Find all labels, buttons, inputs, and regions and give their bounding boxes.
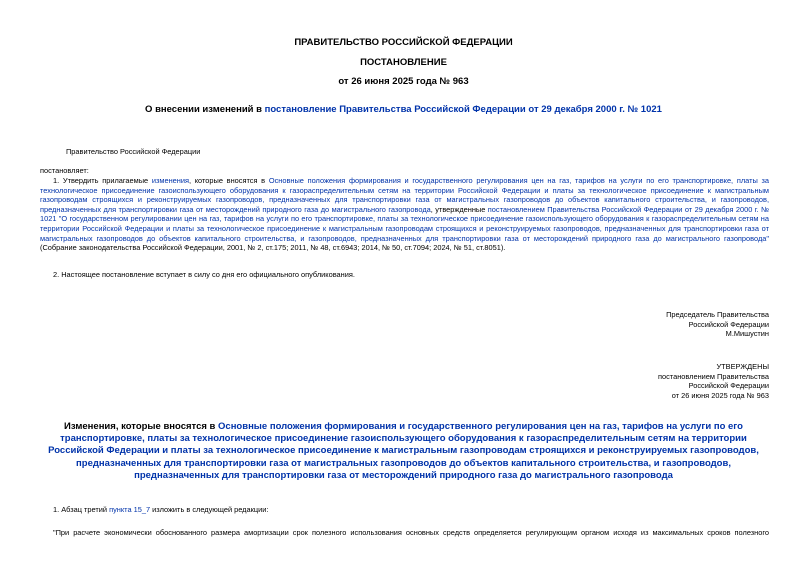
paragraph-2: 2. Настоящее постановление вступает в силу со дня его официального опубликования. [53,270,355,279]
document-date-number: от 26 июня 2025 года № 963 [338,76,469,87]
p1-text-d: (Собрание законодательства Российской Федерации, 2001, № 2, ст.175; 2011, № 48, ст.6943; 2014, № 50, ст.7094; 2024, № 51, ст.8051). [40,243,506,253]
changes-title [44,421,763,482]
changes-title-link[interactable]: Основные положения формирования и государственного регулирования цен на газ, тарифов на услуги по его транспортировке, платы за технологическое присоединение газоиспользующего оборудования к газораспределительным сетям на территории Российской Федерации и платы за технологическое присоединение к магистральным газопроводам строящихся и реконструируемых газопроводов, предназначенных для транспортировки газа от магистральных газопроводов до объектов капитального строительства, и газопроводов, предназначенных для транспортировки газа от месторождений природного газа до магистрального газопровода [48,421,759,481]
paragraph-1 [40,176,769,253]
approved-line-3: Российской Федерации [688,381,769,391]
signature-line-3: М.Мишустин [725,329,769,339]
approved-line-1: УТВЕРЖДЕНЫ [716,362,769,371]
item1-text-b: изложить в следующей редакции: [150,505,269,514]
approved-line-2: постановлением Правительства [658,371,769,381]
item1-link-point[interactable]: пункта 15_7 [109,505,151,514]
p1-link-resolution[interactable]: постановлением Правительства Российской Федерации от 29 декабря 2000 г. № 1021 "О государственном регулировании цен на газ, тарифов на услуги по его транспортировке, платы за технологическое присоединение газоиспользующего оборудования к газораспределительным сетям на территории Российской Федерации и платы за технологическое присоединение к магистральным газопроводам строящихся и реконструируемых газопроводов, предназначенных для транспортировки газа от магистральных газопроводов до объектов капитального строительства, и газопроводов, предназначенных для транспортировки газа от месторождений природного газа до магистрального газопровода" [40,204,770,243]
decrees-word: постановляет: [40,166,89,175]
changes-title-prefix: Изменения, которые вносятся в [64,421,219,432]
document-title [0,104,807,117]
issuer: Правительство Российской Федерации [66,147,201,156]
title-link[interactable]: постановление Правительства Российской Федерации от 29 декабря 2000 г. № 1021 [264,104,662,115]
government-heading: ПРАВИТЕЛЬСТВО РОССИЙСКОЙ ФЕДЕРАЦИИ [294,37,513,48]
approved-line-4: от 26 июня 2025 года № 963 [671,390,769,400]
p1-text-c: , утвержденные [430,204,488,214]
p1-link-changes[interactable]: изменения [151,176,189,185]
item1-text-a: 1. Абзац третий [53,505,110,514]
signature-block [469,310,769,339]
title-prefix: О внесении изменений в [145,104,265,115]
document-type: ПОСТАНОВЛЕНИЕ [360,57,447,68]
p1-text-b: , которые вносятся в [188,176,269,185]
signature-line-1: Председатель Правительства [666,310,769,319]
approved-block [469,362,769,400]
quoted-text: "При расчете экономически обоснованного размера амортизации срок полезного использования основных средств определяется регулирующим органом исходя из максимальных сроков полезного [53,528,769,537]
signature-line-2: Российской Федерации [688,319,769,329]
p1-text-a: 1. Утвердить прилагаемые [53,176,152,185]
change-item-1 [53,505,268,515]
p1-link-main-provisions[interactable]: Основные положения формирования и государственного регулирования цен на газ, тарифов на услуги по его транспортировке, платы за технологическое присоединение газоиспользующего оборудования к газораспределительным сетям на территории Российской Федерации и платы за технологическое присоединение к магистральным газопроводам строящихся и реконструируемых газопроводов, предназначенных для транспортировки газа от магистральных газопроводов до объектов капитального строительства, и газопроводов, предназначенных для транспортировки газа от месторождений природного газа до магистрального газопровода [40,176,769,214]
